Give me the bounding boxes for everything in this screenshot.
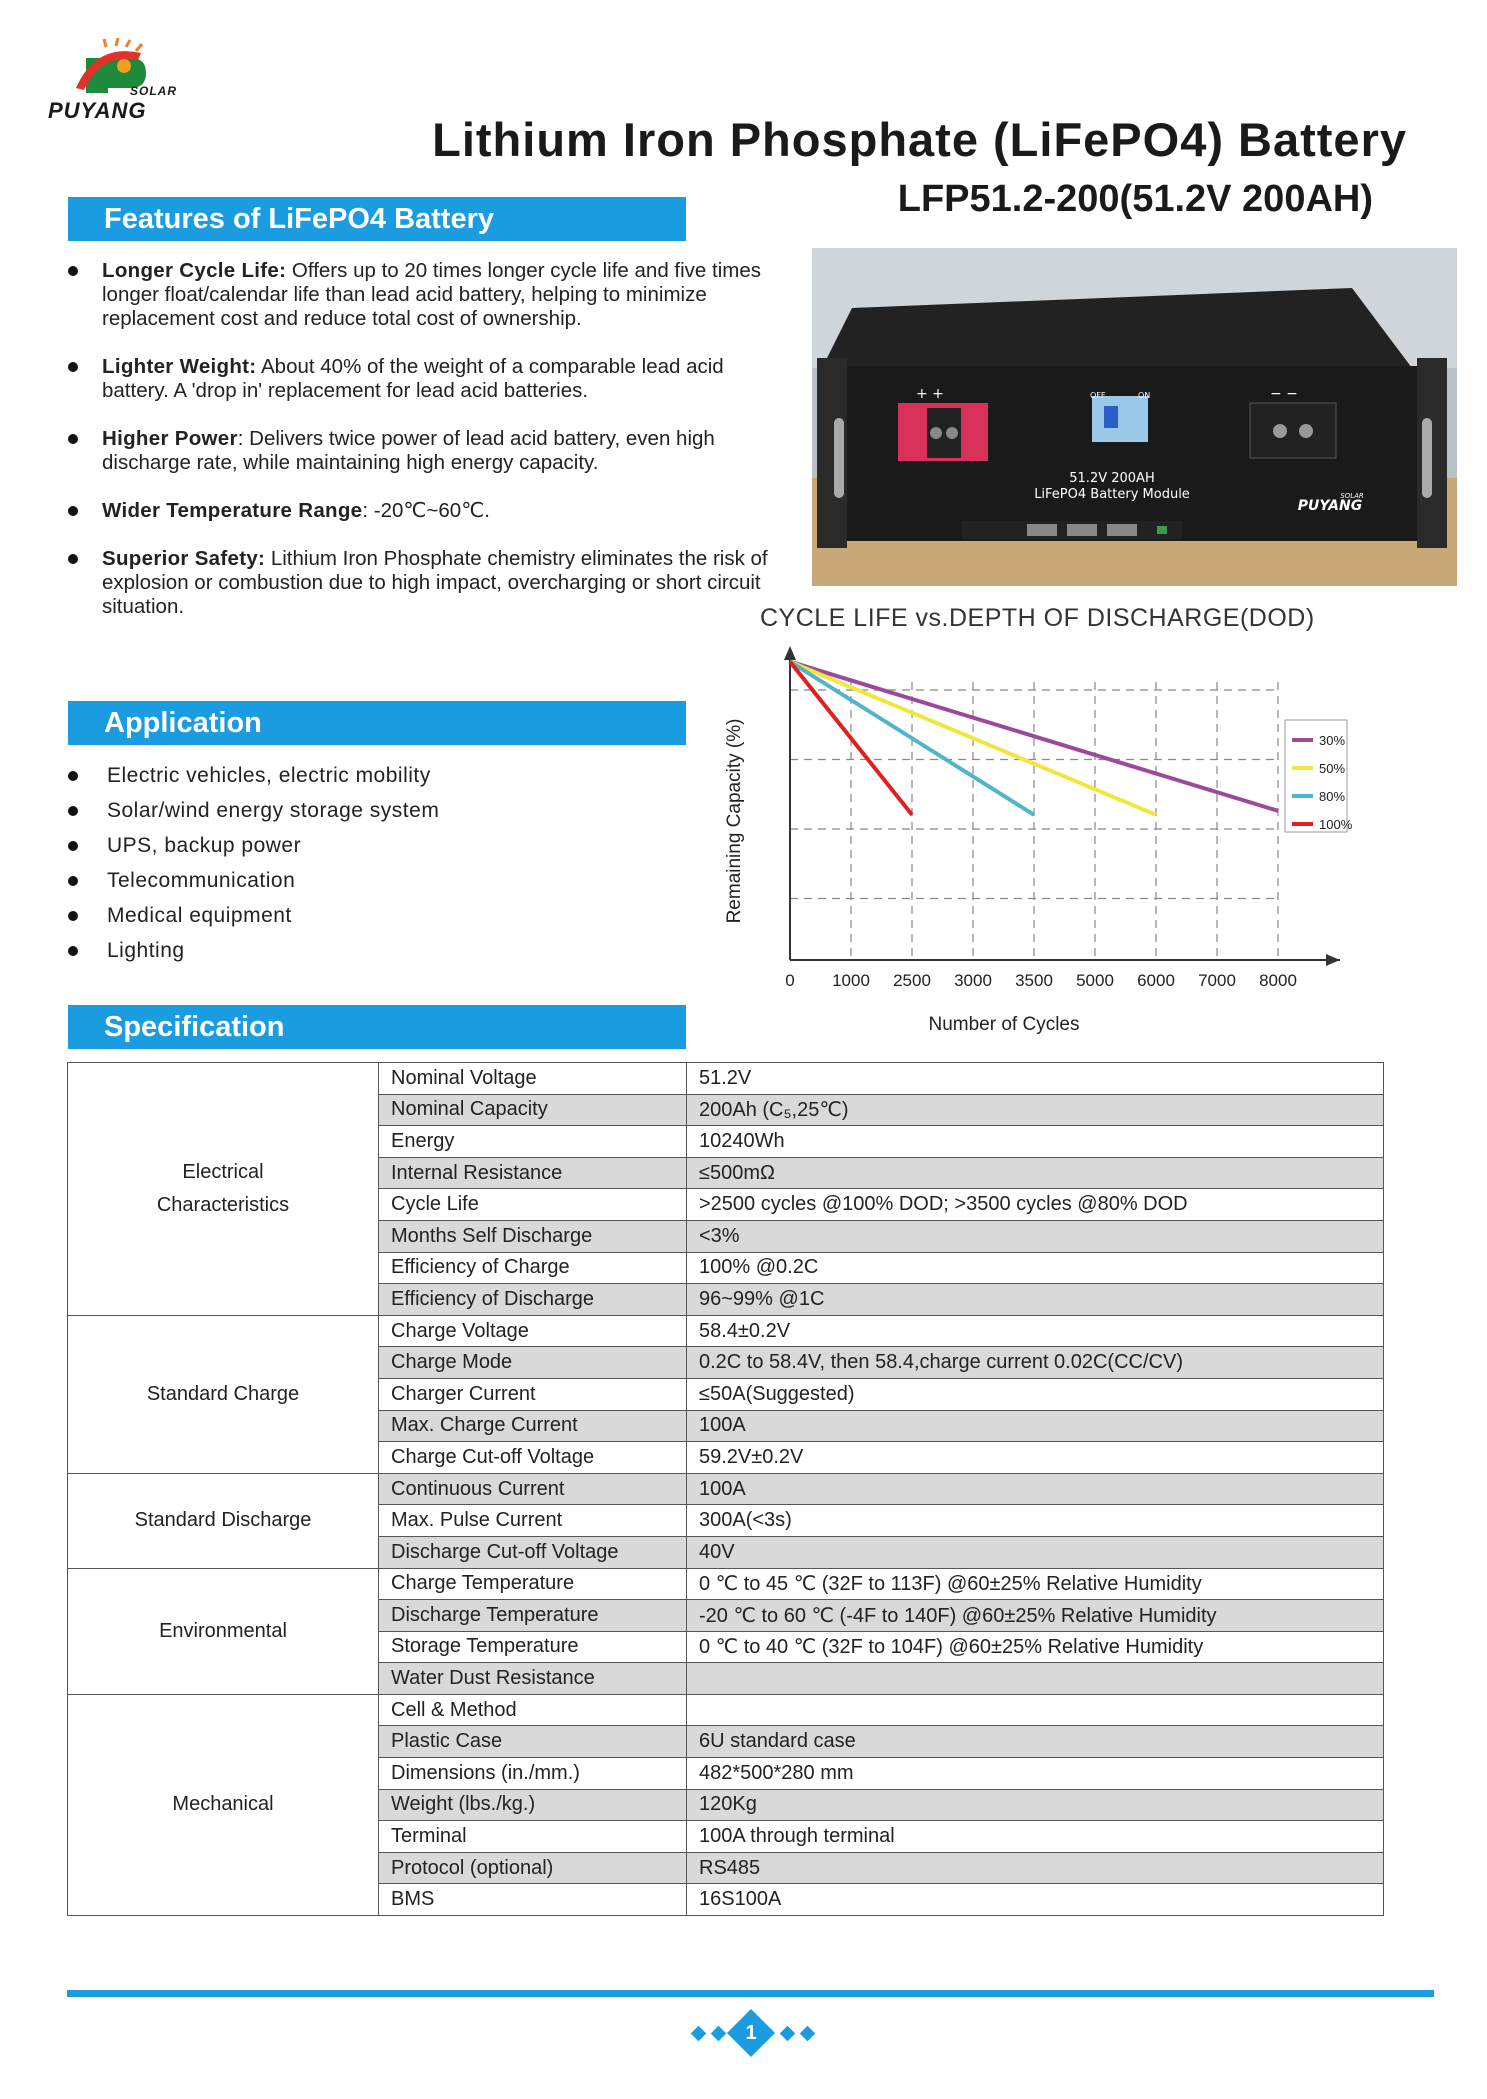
- feature-label: Superior Safety:: [102, 547, 266, 570]
- legend-label: 100%: [1319, 817, 1353, 832]
- spec-parameter: Charge Cut-off Voltage: [379, 1442, 687, 1474]
- x-tick-label: 3500: [1015, 971, 1053, 990]
- footer-rule: [67, 1990, 1434, 1997]
- bullet-icon: [68, 841, 78, 851]
- spec-row: [68, 1315, 1384, 1347]
- spec-parameter: Max. Charge Current: [379, 1410, 687, 1442]
- legend-label: 50%: [1319, 761, 1346, 776]
- feature-text: Offers up to 20 times longer cycle life and five times longer float/calendar life than lead acid battery, helping to minimize replacement cost and reduce total cost of ownership.: [102, 259, 761, 330]
- spec-parameter: Dimensions (in./mm.): [379, 1758, 687, 1790]
- bullet-icon: [68, 771, 78, 781]
- spec-value: [687, 1663, 1384, 1695]
- spec-parameter: Protocol (optional): [379, 1852, 687, 1884]
- spec-value: ≤500mΩ: [687, 1157, 1384, 1189]
- spec-value: >2500 cycles @100% DOD; >3500 cycles @80% DOD: [687, 1189, 1384, 1221]
- y-axis-arrow: [784, 646, 796, 660]
- spec-value: RS485: [687, 1852, 1384, 1884]
- spec-value: ≤50A(Suggested): [687, 1378, 1384, 1410]
- bullet-icon: [68, 946, 78, 956]
- spec-value: 40V: [687, 1536, 1384, 1568]
- brand-name: PUYANG: [48, 98, 147, 123]
- spec-group-name: Standard Discharge: [68, 1473, 379, 1568]
- spec-parameter: Energy: [379, 1126, 687, 1158]
- bullet-icon: [68, 806, 78, 816]
- spec-parameter: Storage Temperature: [379, 1631, 687, 1663]
- spec-parameter: BMS: [379, 1884, 687, 1916]
- feature-item: [68, 547, 808, 619]
- diamond-icon: [780, 2026, 796, 2042]
- spec-parameter: Continuous Current: [379, 1473, 687, 1505]
- spec-value: 100A through terminal: [687, 1821, 1384, 1853]
- module-brand: PUYANG: [1297, 498, 1363, 514]
- feature-text: About 40% of the weight of a comparable lead acid battery. A 'drop in' replacement for lead acid batteries.: [102, 355, 724, 402]
- spec-parameter: Terminal: [379, 1821, 687, 1853]
- feature-label: Lighter Weight:: [102, 355, 257, 378]
- x-tick-label: 5000: [1076, 971, 1114, 990]
- spec-parameter: Plastic Case: [379, 1726, 687, 1758]
- brand-sub: SOLAR: [130, 84, 177, 98]
- bullet-icon: [68, 911, 78, 921]
- product-photo: [812, 248, 1457, 586]
- bullet-icon: [68, 876, 78, 886]
- spec-parameter: Charge Mode: [379, 1347, 687, 1379]
- bullet-icon: [68, 506, 78, 516]
- spec-value: <3%: [687, 1220, 1384, 1252]
- feature-text: Lithium Iron Phosphate chemistry eliminates the risk of explosion or combustion due to high impact, overcharging or short circuit situation.: [102, 547, 768, 618]
- spec-parameter: Nominal Capacity: [379, 1094, 687, 1126]
- spec-value: 100A: [687, 1473, 1384, 1505]
- specification-header: Specification: [68, 1005, 686, 1049]
- application-item: Telecommunication: [68, 869, 295, 893]
- switch-on-label: ON: [1138, 391, 1151, 400]
- spec-value: 120Kg: [687, 1789, 1384, 1821]
- spec-value: 0.2C to 58.4V, then 58.4,charge current 0.02C(CC/CV): [687, 1347, 1384, 1379]
- spec-parameter: Charge Temperature: [379, 1568, 687, 1600]
- x-axis-label: Number of Cycles: [928, 1014, 1080, 1035]
- spec-value: [687, 1694, 1384, 1726]
- spec-value: 100% @0.2C: [687, 1252, 1384, 1284]
- spec-group-name: Electrical Characteristics: [68, 1063, 379, 1316]
- spec-value: 10240Wh: [687, 1126, 1384, 1158]
- application-item: Medical equipment: [68, 904, 292, 928]
- diamond-icon: [711, 2026, 727, 2042]
- chart-title: CYCLE LIFE vs.DEPTH OF DISCHARGE(DOD): [760, 604, 1315, 632]
- spec-value: 0 ℃ to 45 ℃ (32F to 113F) @60±25% Relative Humidity: [687, 1568, 1384, 1600]
- module-label-1: 51.2V 200AH: [1069, 471, 1155, 486]
- spec-parameter: Cell & Method: [379, 1694, 687, 1726]
- spec-parameter: Efficiency of Discharge: [379, 1284, 687, 1316]
- feature-text: : Delivers twice power of lead acid battery, even high discharge rate, while maintaining high energy capacity.: [102, 427, 715, 474]
- spec-row: [68, 1568, 1384, 1600]
- bullet-icon: [68, 266, 78, 276]
- spec-parameter: Weight (lbs./kg.): [379, 1789, 687, 1821]
- x-tick-label: 2500: [893, 971, 931, 990]
- spec-parameter: Water Dust Resistance: [379, 1663, 687, 1695]
- spec-value: 58.4±0.2V: [687, 1315, 1384, 1347]
- feature-text: : -20℃~60℃.: [362, 499, 490, 522]
- spec-value: -20 ℃ to 60 ℃ (-4F to 140F) @60±25% Relative Humidity: [687, 1600, 1384, 1632]
- x-tick-label: 1000: [832, 971, 870, 990]
- spec-parameter: Charger Current: [379, 1378, 687, 1410]
- legend-label: 80%: [1319, 789, 1346, 804]
- spec-parameter: Months Self Discharge: [379, 1220, 687, 1252]
- application-item: Lighting: [68, 939, 185, 963]
- application-item: UPS, backup power: [68, 834, 301, 858]
- bullet-icon: [68, 434, 78, 444]
- spec-value: 100A: [687, 1410, 1384, 1442]
- spec-parameter: Charge Voltage: [379, 1315, 687, 1347]
- switch-off-label: OFF: [1090, 391, 1106, 400]
- model-title: LFP51.2-200(51.2V 200AH): [897, 178, 1373, 220]
- diamond-icon: [800, 2026, 816, 2042]
- spec-row: [68, 1473, 1384, 1505]
- spec-parameter: Discharge Cut-off Voltage: [379, 1536, 687, 1568]
- feature-label: Higher Power: [102, 427, 238, 450]
- spec-value: 200Ah (C₅,25℃): [687, 1094, 1384, 1126]
- spec-parameter: Nominal Voltage: [379, 1063, 687, 1095]
- features-header: Features of LiFePO4 Battery: [68, 197, 686, 241]
- x-tick-label: 0: [785, 971, 795, 990]
- application-item: Solar/wind energy storage system: [68, 799, 439, 823]
- spec-value: 300A(<3s): [687, 1505, 1384, 1537]
- x-tick-label: 7000: [1198, 971, 1236, 990]
- spec-value: 0 ℃ to 40 ℃ (32F to 104F) @60±25% Relative Humidity: [687, 1631, 1384, 1663]
- minus-label: − −: [1270, 386, 1298, 402]
- diamond-icon: [691, 2026, 707, 2042]
- feature-label: Wider Temperature Range: [102, 499, 363, 522]
- module-label-2: LiFePO4 Battery Module: [1034, 487, 1190, 502]
- spec-parameter: Discharge Temperature: [379, 1600, 687, 1632]
- bullet-icon: [68, 554, 78, 564]
- plus-label: + +: [916, 386, 944, 402]
- spec-group-name: Environmental: [68, 1568, 379, 1694]
- page-number: 1: [745, 2022, 757, 2044]
- spec-parameter: Max. Pulse Current: [379, 1505, 687, 1537]
- spec-group-name: Standard Charge: [68, 1315, 379, 1473]
- cycle-life-chart: [700, 640, 1380, 1060]
- x-tick-label: 6000: [1137, 971, 1175, 990]
- spec-value: 6U standard case: [687, 1726, 1384, 1758]
- spec-group-name: Mechanical: [68, 1694, 379, 1915]
- application-header: Application: [68, 701, 686, 745]
- y-axis-label: Remaining Capacity (%): [724, 718, 745, 924]
- x-axis-arrow: [1326, 954, 1340, 966]
- spec-value: 51.2V: [687, 1063, 1384, 1095]
- page-title: Lithium Iron Phosphate (LiFePO4) Battery: [432, 113, 1407, 166]
- feature-item: [68, 259, 808, 331]
- spec-value: 482*500*280 mm: [687, 1758, 1384, 1790]
- feature-label: Longer Cycle Life:: [102, 259, 287, 282]
- feature-item: [68, 427, 808, 475]
- application-item: Electric vehicles, electric mobility: [68, 764, 431, 788]
- x-tick-label: 3000: [954, 971, 992, 990]
- module-brand-sub: SOLAR: [1340, 492, 1364, 500]
- spec-value: 16S100A: [687, 1884, 1384, 1916]
- spec-parameter: Cycle Life: [379, 1189, 687, 1221]
- bullet-icon: [68, 362, 78, 372]
- spec-row: [68, 1694, 1384, 1726]
- spec-parameter: Efficiency of Charge: [379, 1252, 687, 1284]
- legend-label: 30%: [1319, 733, 1346, 748]
- feature-item: [68, 355, 808, 403]
- spec-parameter: Internal Resistance: [379, 1157, 687, 1189]
- specification-table: [67, 1062, 1384, 1916]
- spec-row: [68, 1063, 1384, 1095]
- feature-item: [68, 499, 808, 523]
- x-tick-label: 8000: [1259, 971, 1297, 990]
- spec-value: 96~99% @1C: [687, 1284, 1384, 1316]
- spec-value: 59.2V±0.2V: [687, 1442, 1384, 1474]
